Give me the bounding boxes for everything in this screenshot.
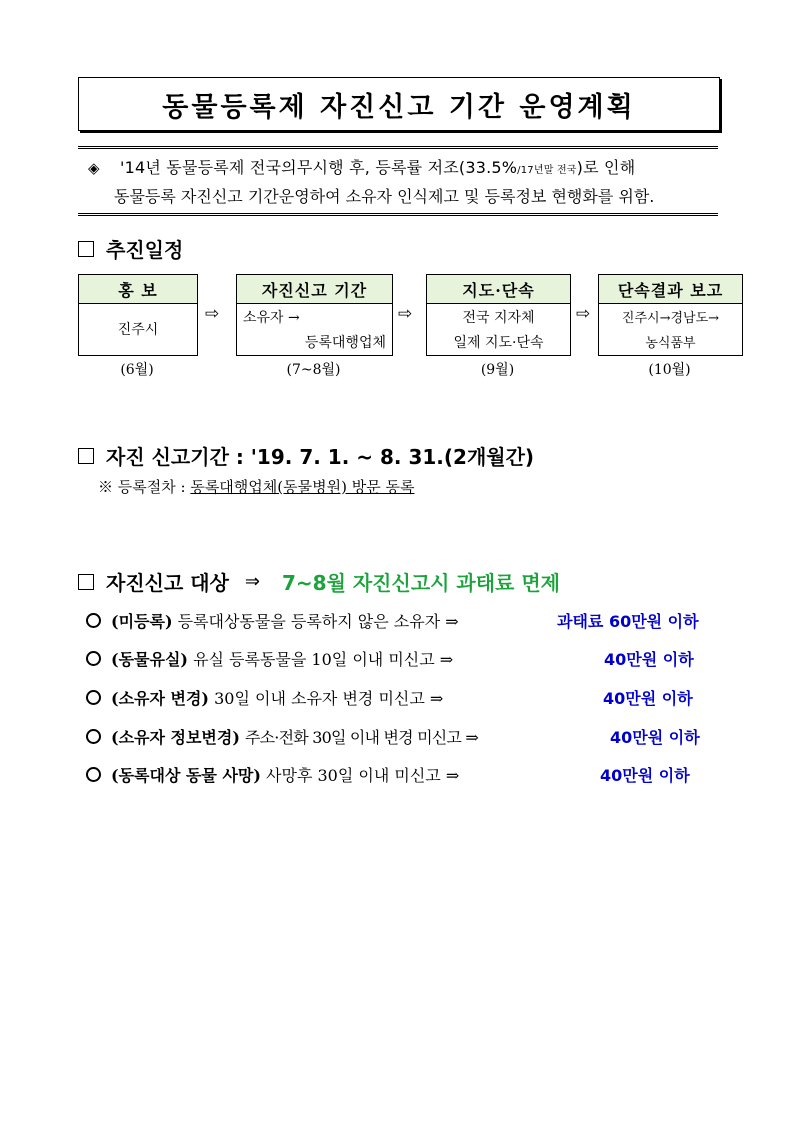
item-desc: 주소·전화 30일 이내 변경 미신고 ⇒ — [245, 728, 478, 747]
summary-text-b: )로 인해 — [576, 158, 636, 177]
title-box — [78, 77, 720, 131]
checkbox-square-icon — [78, 241, 94, 257]
summary-line-2: 동물등록 자진신고 기간운영하여 소유자 인식제고 및 등록정보 현행화를 위함. — [114, 187, 655, 206]
note-prefix: ※ 등록절차 : — [98, 478, 191, 496]
note-underlined: 동록대행업체(동물병원) 방문 동록 — [190, 478, 415, 496]
step-body-line: 소유자 → — [243, 310, 300, 326]
summary-box — [78, 146, 718, 216]
item-label: (미등록) — [111, 612, 173, 631]
summary-text-small: /17년말 전국 — [517, 165, 577, 176]
step-period: (6월) — [120, 362, 154, 378]
list-item — [86, 609, 459, 632]
item-label: (소유자 정보변경) — [111, 728, 240, 747]
item-fine: 40만원 이하 — [604, 650, 694, 669]
step-body-line: 진주시 — [117, 322, 159, 338]
step-body-line: 전국 지자체 — [462, 310, 535, 326]
target-heading — [78, 567, 560, 596]
circle-bullet-icon — [86, 690, 101, 705]
step-head: 단속결과 보고 — [599, 275, 742, 304]
step-box-report — [598, 274, 743, 356]
step-box-inspection — [426, 274, 571, 356]
list-item — [86, 686, 443, 709]
summary-text-a: '14년 동물등록제 전국의무시행 후, 등록률 저조(33.5% — [120, 158, 518, 177]
item-desc: 30일 이내 소유자 변경 미신고 ⇒ — [214, 689, 444, 708]
circle-bullet-icon — [86, 613, 101, 628]
page-title: 동물등록제 자진신고 기간 운영계획 — [162, 91, 636, 123]
period-heading-text: 자진 신고기간 : '19. 7. 1. ~ 8. 31.(2개월간) — [106, 445, 535, 469]
circle-bullet-icon — [86, 729, 101, 744]
period-heading — [78, 441, 534, 470]
registration-note — [98, 476, 414, 497]
diamond-bullet-icon: ◈ — [88, 159, 100, 177]
step-head: 지도·단속 — [427, 275, 570, 304]
item-label: (동물유실) — [111, 650, 188, 669]
flow-arrow-icon: ⇨ — [398, 304, 413, 324]
item-desc: 유실 등록동물을 10일 이내 미신고 ⇒ — [193, 650, 454, 669]
step-period: (9월) — [480, 362, 515, 378]
list-item — [86, 763, 459, 786]
step-box-self-report — [236, 274, 393, 356]
item-desc: 등록대상동물을 등록하지 않은 소유자 ⇒ — [177, 612, 459, 631]
item-fine: 40만원 이하 — [603, 689, 693, 708]
step-body — [237, 304, 392, 358]
list-item — [86, 647, 453, 670]
step-body-line: 일제 지도·단속 — [453, 335, 544, 351]
item-fine: 40만원 이하 — [610, 728, 700, 747]
item-desc: 사망후 30일 이내 미신고 ⇒ — [266, 766, 460, 785]
step-body — [427, 304, 570, 358]
item-fine: 40만원 이하 — [600, 766, 690, 785]
flow-arrow-icon: ⇨ — [576, 304, 591, 324]
step-head: 홍 보 — [79, 275, 197, 304]
target-heading-text: 자진신고 대상 — [106, 571, 229, 595]
flow-arrow-icon: ⇨ — [205, 304, 220, 324]
step-body-line: 등록대행업체 — [304, 335, 386, 351]
step-head: 자진신고 기간 — [237, 275, 392, 304]
step-box-promotion — [78, 274, 198, 356]
circle-bullet-icon — [86, 651, 101, 666]
checkbox-square-icon — [78, 574, 94, 590]
step-body — [599, 304, 742, 358]
step-body-line: 진주시→경남도→ — [621, 311, 720, 326]
target-highlight: 7~8월 자진신고시 과태료 면제 — [281, 571, 560, 595]
step-body-line: 농식품부 — [645, 336, 696, 351]
item-label: (소유자 변경) — [111, 689, 209, 708]
target-arrow-icon: ⇒ — [244, 571, 260, 592]
checkbox-square-icon — [78, 448, 94, 464]
list-item — [86, 725, 478, 748]
step-period: (10월) — [648, 362, 691, 378]
circle-bullet-icon — [86, 767, 101, 782]
item-label: (동록대상 동물 사망) — [111, 766, 261, 785]
schedule-heading-text: 추진일정 — [106, 238, 184, 262]
step-body — [79, 304, 197, 345]
item-fine: 과태료 60만원 이하 — [557, 612, 699, 631]
summary-line-1 — [88, 155, 635, 178]
schedule-heading — [78, 234, 183, 263]
step-period: (7~8월) — [286, 362, 341, 378]
